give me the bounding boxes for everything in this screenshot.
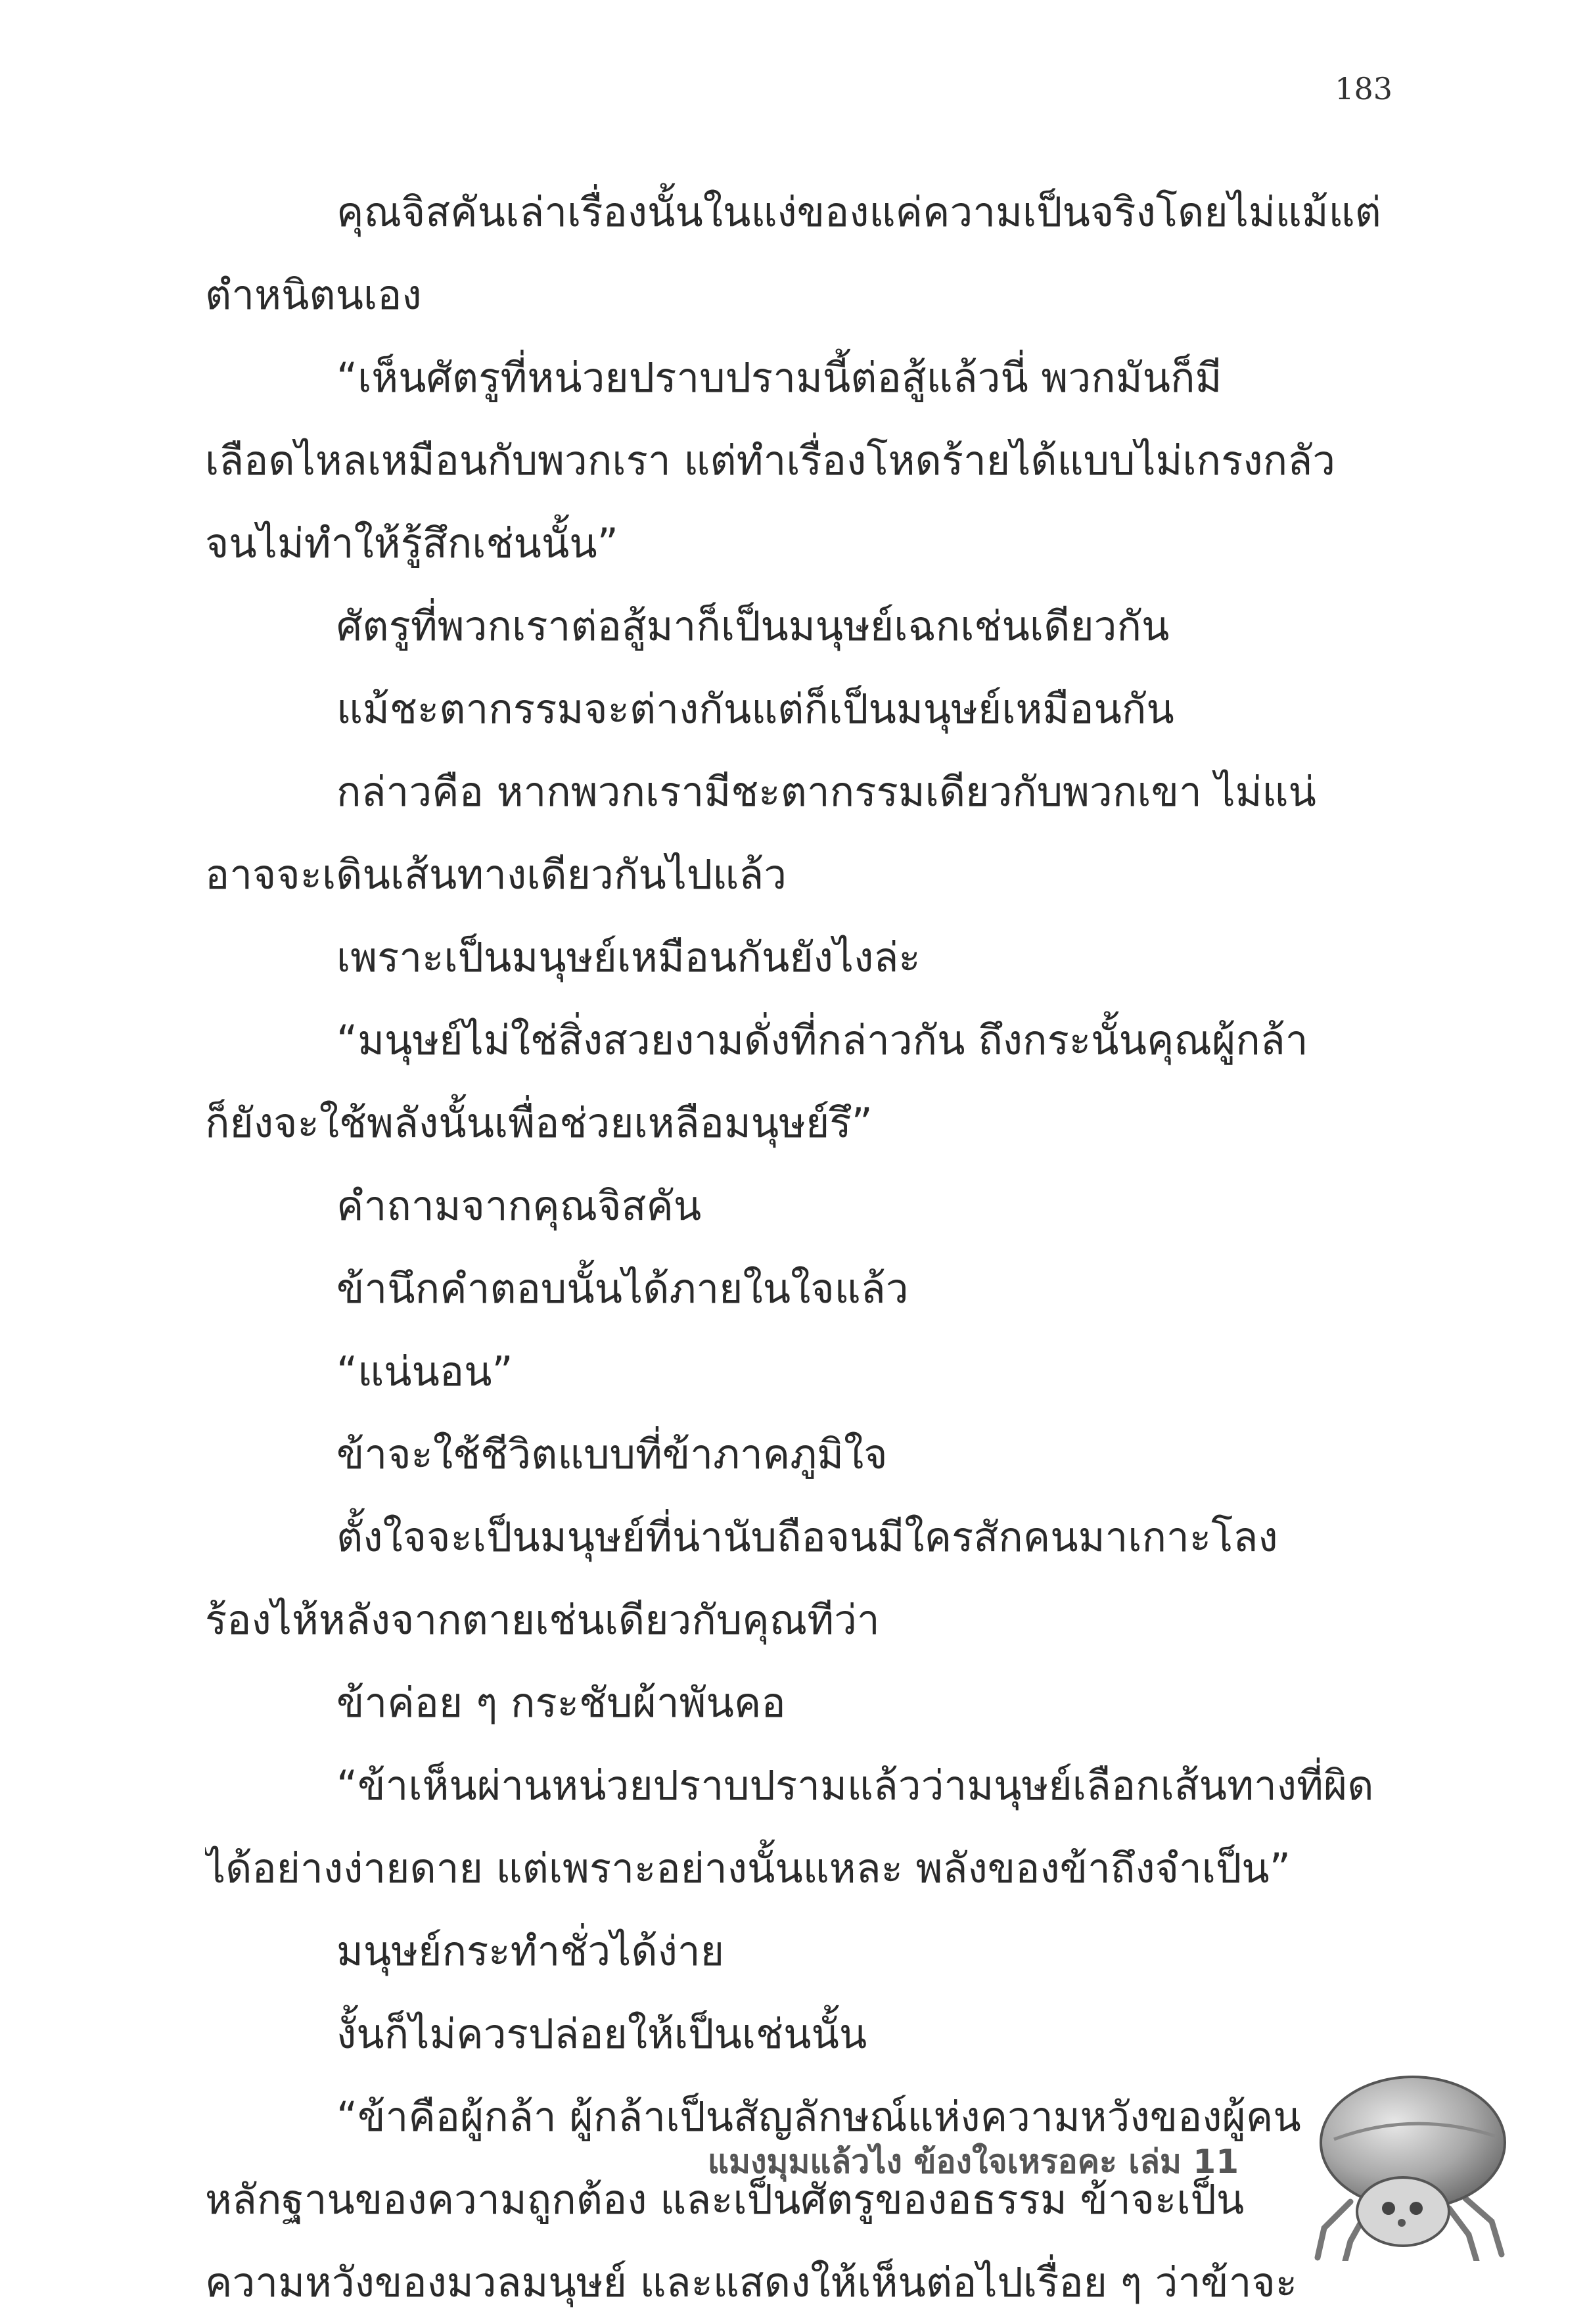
text-line: กล่าวคือ หากพวกเรามีชะตากรรมเดียวกับพวกเขา ไม่แน่ (336, 768, 1316, 816)
text-line: ความหวังของมวลมนุษย์ และแสดงให้เห็นต่อไปเรื่อย ๆ ว่าข้าจะ (205, 2258, 1298, 2306)
text-line: ศัตรูที่พวกเราต่อสู้มาก็เป็นมนุษย์เฉกเช่นเดียวกัน (336, 602, 1170, 650)
text-line: งั้นก็ไม่ควรปล่อยให้เป็นเช่นนั้น (336, 2010, 867, 2058)
text-line: หลักฐานของความถูกต้อง และเป็นศัตรูของอธรรม ข้าจะเป็น (205, 2175, 1245, 2223)
text-line: ข้าจะใช้ชีวิตแบบที่ข้าภาคภูมิใจ (336, 1430, 888, 1478)
text-line: “เห็นศัตรูที่หน่วยปราบปรามนี้ต่อสู้แล้วนี่ พวกมันก็มี (336, 354, 1222, 402)
text-line: อาจจะเดินเส้นทางเดียวกันไปแล้ว (205, 850, 787, 898)
text-line: แม้ชะตากรรมจะต่างกันแต่ก็เป็นมนุษย์เหมือนกัน (336, 685, 1174, 733)
spider-mascot-icon (1304, 2070, 1515, 2261)
text-line: ข้านึกคำตอบนั้นได้ภายในใจแล้ว (336, 1265, 909, 1313)
text-line: ร้องไห้หลังจากตายเช่นเดียวกับคุณทีว่า (205, 1596, 880, 1644)
text-line: “ข้าคือผู้กล้า ผู้กล้าเป็นสัญลักษณ์แห่งความหวังของผู้คน (336, 2093, 1301, 2141)
text-line: “มนุษย์ไม่ใช่สิ่งสวยงามดั่งที่กล่าวกัน ถึงกระนั้นคุณผู้กล้า (336, 1016, 1308, 1064)
text-line: ตำหนิตนเอง (205, 271, 422, 319)
text-line: คุณจิสคันเล่าเรื่องนั้นในแง่ของแค่ความเป็นจริงโดยไม่แม้แต่ (336, 188, 1381, 236)
text-line: เพราะเป็นมนุษย์เหมือนกันยังไงล่ะ (336, 933, 921, 981)
text-line: เลือดไหลเหมือนกับพวกเรา แต่ทำเรื่องโหดร้ายได้แบบไม่เกรงกลัว (205, 436, 1336, 484)
text-line: จนไม่ทำให้รู้สึกเช่นนั้น” (205, 519, 618, 567)
text-line: ได้อย่างง่ายดาย แต่เพราะอย่างนั้นแหละ พลังของข้าถึงจำเป็น” (205, 1844, 1291, 1892)
text-line: “แน่นอน” (336, 1347, 513, 1395)
text-line: “ข้าเห็นผ่านหน่วยปราบปรามแล้วว่ามนุษย์เลือกเส้นทางที่ผิด (336, 1761, 1374, 1809)
page-number: 183 (1335, 71, 1392, 106)
text-line: ข้าค่อย ๆ กระชับผ้าพันคอ (336, 1679, 786, 1727)
text-line: มนุษย์กระทำชั่วได้ง่าย (336, 1927, 725, 1975)
text-line: ตั้งใจจะเป็นมนุษย์ที่น่านับถือจนมีใครสักคนมาเกาะโลง (336, 1513, 1278, 1561)
body-text (205, 171, 1394, 2324)
footer-book-title: แมงมุมแล้วไง ข้องใจเหรอคะ เล่ม 11 (707, 2143, 1239, 2181)
text-line: ก็ยังจะใช้พลังนั้นเพื่อช่วยเหลือมนุษย์รึ” (205, 1099, 873, 1147)
text-line: คำถามจากคุณจิสคัน (336, 1182, 702, 1230)
